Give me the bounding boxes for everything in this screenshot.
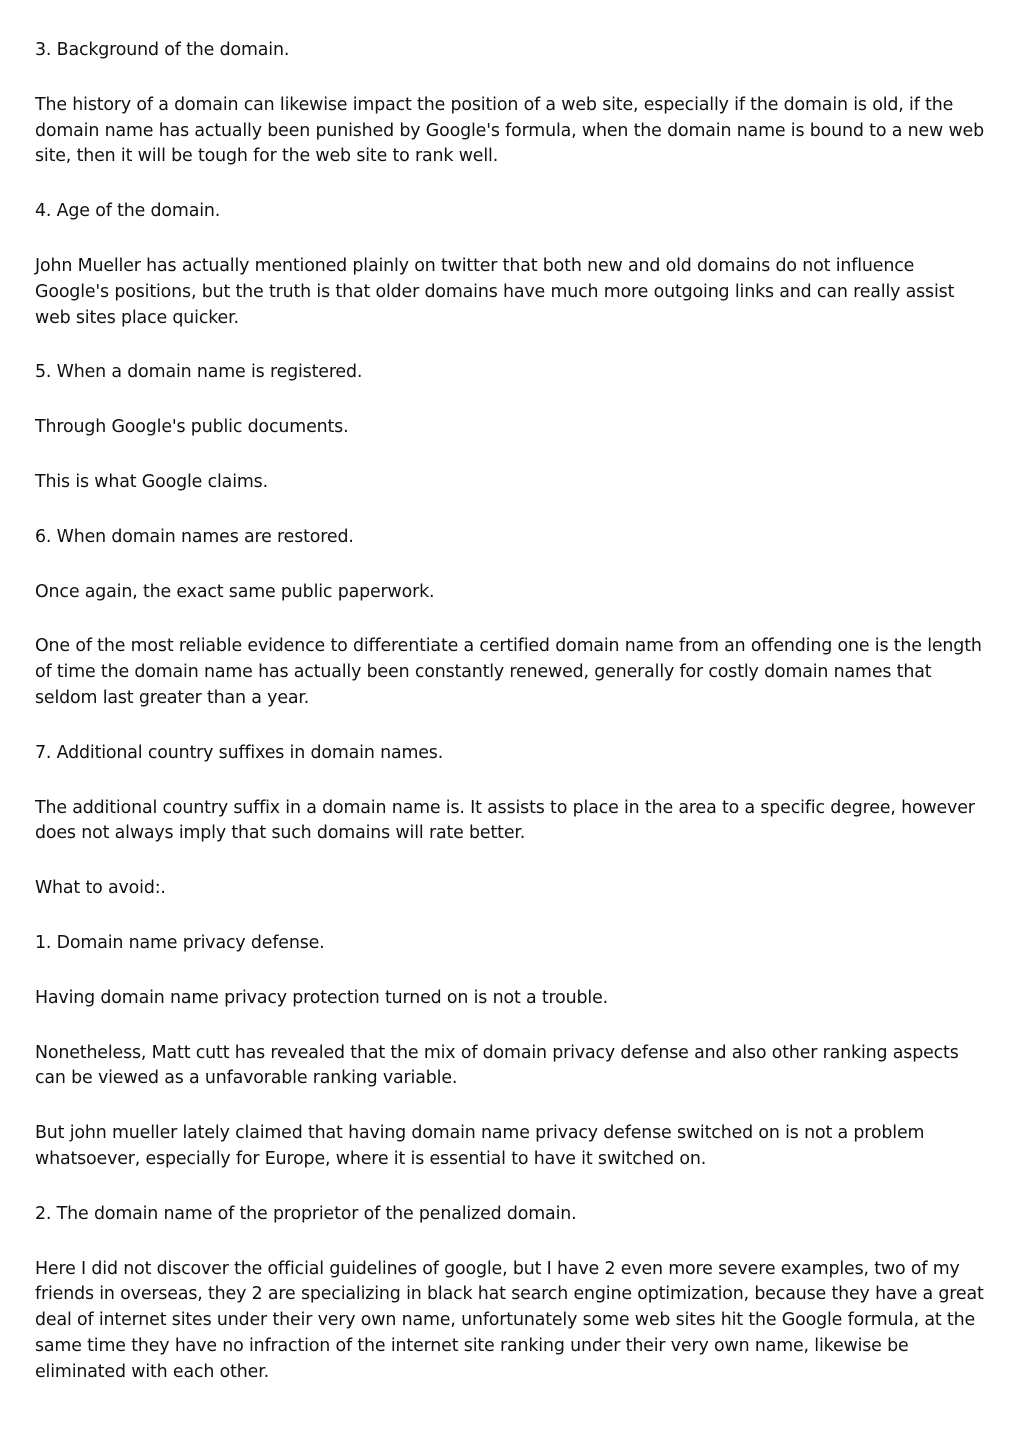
- paragraph-black-hat-examples: Here I did not discover the official guidelines of google, but I have 2 even more severe examples, two of my friends in overseas, they 2 are specializing in black hat search engine optimization, because they have a great deal of internet sites under their very own name, unfortunately some web sites hit the Google formula, at the same time they have no infraction of the internet site ranking under their very own name, likewise be eliminated with each other.: [35, 1258, 984, 1382]
- heading-domain-registered: 5. When a domain name is registered.: [35, 362, 363, 383]
- heading-country-suffixes: 7. Additional country suffixes in domain names.: [35, 742, 444, 763]
- heading-background-of-domain: 3. Background of the domain.: [35, 40, 290, 60]
- heading-domain-restored: 6. When domain names are restored.: [35, 526, 354, 547]
- paragraph-public-paperwork: Once again, the exact same public paperwork.: [35, 581, 435, 602]
- paragraph-public-documents: Through Google's public documents.: [35, 417, 349, 438]
- paragraph-domain-history: The history of a domain can likewise impact the position of a web site, especially if the domain is old, if the domain name has actually been punished by Google's formula, when the domain name is bound to a new web site, then it will be tough for the web site to rank well.: [35, 94, 984, 167]
- heading-what-to-avoid: What to avoid:.: [35, 878, 166, 899]
- heading-age-of-domain: 4. Age of the domain.: [35, 201, 221, 222]
- document-body: [35, 38, 991, 1415]
- heading-penalized-owner: 2. The domain name of the proprietor of the penalized domain.: [35, 1203, 577, 1224]
- paragraph-john-mueller-privacy: But john mueller lately claimed that having domain name privacy defense switched on is not a problem whatsoever, especially for Europe, where it is essential to have it switched on.: [35, 1123, 925, 1169]
- paragraph-privacy-not-trouble: Having domain name privacy protection turned on is not a trouble.: [35, 987, 609, 1008]
- paragraph-renewal-evidence: One of the most reliable evidence to differentiate a certified domain name from an offending one is the length of time the domain name has actually been constantly renewed, generally for costly domain names that seldom last greater than a year.: [35, 636, 982, 708]
- heading-privacy-defense: 1. Domain name privacy defense.: [35, 932, 325, 953]
- paragraph-google-claims: This is what Google claims.: [35, 471, 268, 492]
- paragraph-country-suffix: The additional country suffix in a domain name is. It assists to place in the area to a specific degree, however does not always imply that such domains will rate better.: [35, 797, 975, 844]
- paragraph-john-mueller-age: John Mueller has actually mentioned plainly on twitter that both new and old domains do not influence Google's positions, but the truth is that older domains have much more outgoing links and can really assist web sites place quicker.: [35, 255, 955, 328]
- paragraph-matt-cutt: Nonetheless, Matt cutt has revealed that the mix of domain privacy defense and also other ranking aspects can be viewed as a unfavorable ranking variable.: [35, 1042, 959, 1089]
